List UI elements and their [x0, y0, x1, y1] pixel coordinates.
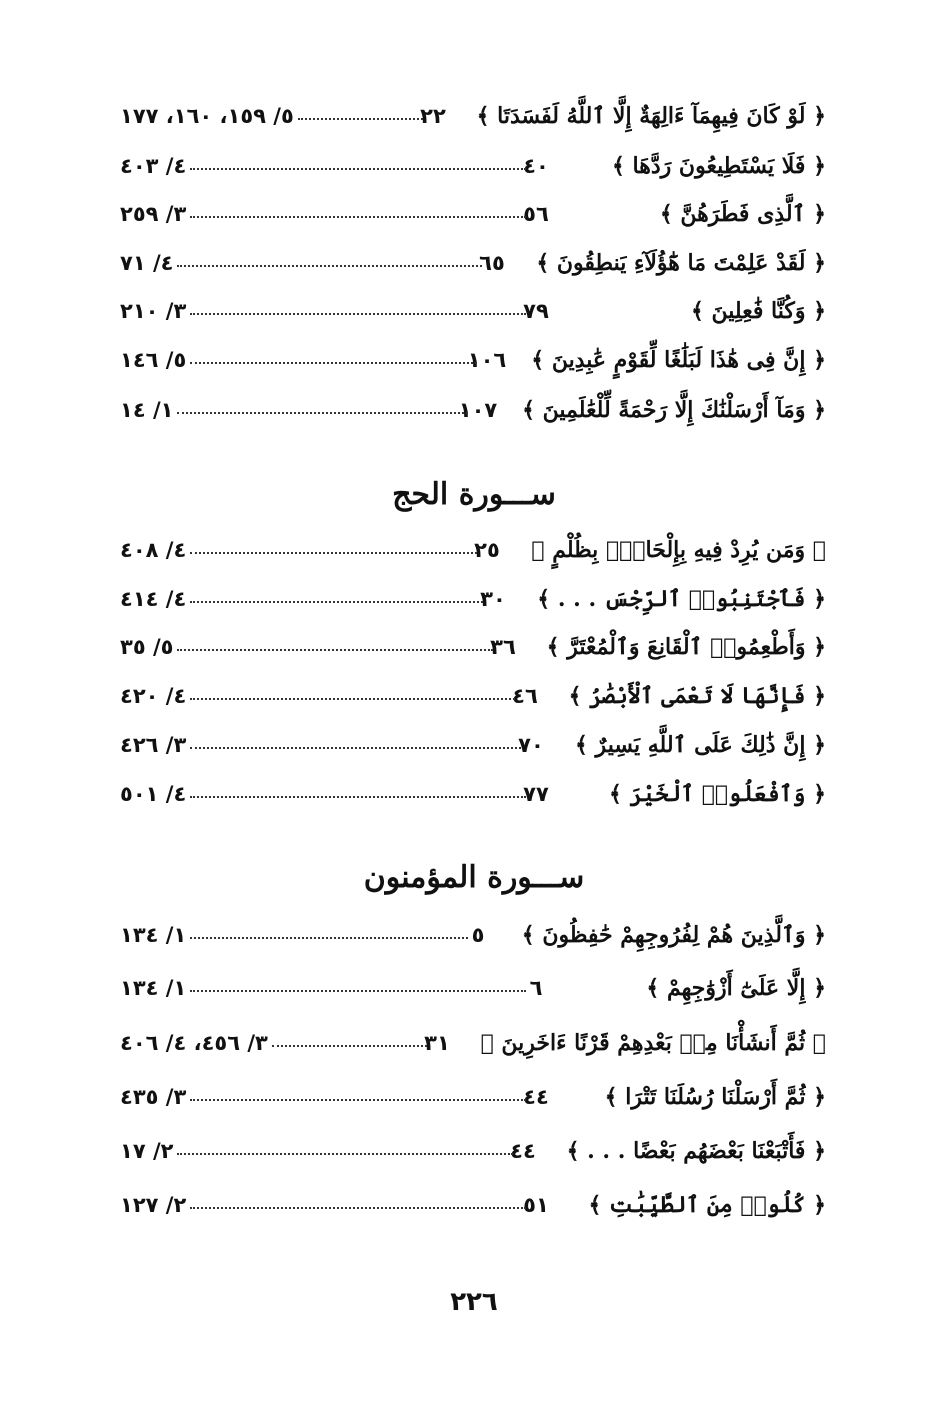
verse-entry [120, 243, 826, 283]
dot-leader [190, 796, 526, 798]
ayah-number: ٦ [529, 976, 543, 1000]
verse-text: ﴿ كُلُوا۟ مِنَ ٱلطَّيِّبَٰتِ ﴾ [588, 1192, 826, 1218]
verse-text: ﴿ وَكُنَّا فَٰعِلِينَ ﴾ [691, 298, 826, 324]
page-reference: ١/ ١٤ [120, 398, 174, 422]
verse-text: ﴿ ثُمَّ أَنشَأْنَا مِنۢ بَعْدِهِمْ قَرْنًا ءَاخَرِينَ ﴾ [480, 1030, 826, 1056]
ayah-number: ٥ [471, 923, 485, 947]
dot-leader [298, 118, 423, 120]
verse-text: ﴿ فَلَا يَسْتَطِيعُونَ رَدَّهَا ﴾ [612, 153, 826, 179]
verse-entry [120, 1185, 826, 1225]
verse-entry [120, 194, 826, 234]
ayah-number: ٤٦ [512, 684, 538, 708]
dot-leader [190, 362, 477, 364]
verse-entry [120, 774, 826, 814]
verse-text: ﴿ لَوْ كَانَ فِيهِمَآ ءَالِهَةٌ إِلَّا ٱللَّهُ لَفَسَدَتَا ﴾ [476, 103, 826, 129]
page-reference: ٣/ ٤٥٦، ٤/ ٤٠٦ [120, 1031, 268, 1055]
dot-leader [177, 649, 493, 651]
dot-leader [177, 265, 482, 267]
dot-leader [190, 313, 526, 315]
page-reference: ١/ ١٣٤ [120, 923, 187, 947]
page-reference: ٣/ ٢١٠ [120, 299, 187, 323]
dot-leader [190, 1099, 526, 1101]
verse-entry [120, 1131, 826, 1171]
ayah-number: ٧٩ [523, 299, 549, 323]
verse-text: ﴿ وَمَن يُرِدْ فِيهِ بِإِلْحَادٍۭ بِظُلْمٍ ﴾ [531, 537, 826, 563]
ayah-number: ٢٢ [420, 104, 446, 128]
ayah-number: ٣٦ [490, 635, 516, 659]
page-reference: ٥/ ١٥٩، ١٦٠، ١٧٧ [120, 104, 294, 128]
dot-leader [190, 1207, 526, 1209]
dot-leader [190, 747, 521, 749]
page-reference: ٤/ ٤٠٨ [120, 538, 187, 562]
verse-text: ﴿ لَقَدْ عَلِمْتَ مَا هَٰٓؤُلَآءِ يَنطِقُونَ ﴾ [536, 250, 826, 276]
dot-leader [177, 412, 468, 414]
verse-entry [120, 915, 826, 955]
ayah-number: ٧٧ [523, 782, 549, 806]
page-reference: ٣/ ٤٢٦ [120, 733, 187, 757]
ayah-number: ٣١ [424, 1031, 450, 1055]
verse-text: ﴿ ثُمَّ أَرْسَلْنَا رُسُلَنَا تَتْرَا ﴾ [604, 1084, 826, 1110]
page-reference: ٤/ ٥٠١ [120, 782, 187, 806]
ayah-number: ٥٦ [523, 202, 549, 226]
surah-title: ســـورة المؤمنون [363, 860, 585, 895]
verse-entry [120, 146, 826, 186]
page-reference: ٣/ ٤٣٥ [120, 1085, 187, 1109]
verse-entry [120, 390, 826, 430]
ayah-number: ١٠٦ [467, 348, 507, 372]
verse-text: ﴿ إِلَّا عَلَىٰٓ أَزْوَٰجِهِمْ ﴾ [646, 975, 826, 1001]
verse-text: ﴿ وَٱلَّذِينَ هُمْ لِفُرُوجِهِمْ حَٰفِظُونَ ﴾ [521, 922, 826, 948]
verse-entry [120, 725, 826, 765]
verse-entry [120, 579, 826, 619]
page-reference: ٥/ ١٤٦ [120, 348, 187, 372]
ayah-number: ٧٠ [518, 733, 544, 757]
dot-leader [190, 216, 526, 218]
verse-entry [120, 96, 826, 136]
verse-entry [120, 968, 826, 1008]
verse-text: ﴿ فَٱجْتَنِبُوا۟ ٱلرِّجْسَ . . . ﴾ [537, 586, 826, 612]
ayah-number: ٣٠ [480, 587, 506, 611]
page-reference: ٢/ ١٧ [120, 1139, 174, 1163]
page-number: ٢٢٦ [450, 1287, 498, 1317]
verse-entry [120, 291, 826, 331]
page-reference: ٤/ ٤٠٣ [120, 154, 187, 178]
surah-title: ســـورة الحج [392, 477, 556, 512]
dot-leader [190, 937, 468, 939]
verse-text: ﴿ إِنَّ فِى هَٰذَا لَبَلَٰغًا لِّقَوْمٍ عَٰبِدِينَ ﴾ [531, 347, 826, 373]
verse-entry [120, 530, 826, 570]
dot-leader [190, 698, 515, 700]
dot-leader [177, 1153, 513, 1155]
page-reference: ٤/ ٤١٤ [120, 587, 187, 611]
ayah-number: ٤٤ [510, 1139, 536, 1163]
dot-leader [190, 601, 483, 603]
page-reference: ٤/ ٧١ [120, 251, 174, 275]
verse-text: ﴿ وَٱفْعَلُوا۟ ٱلْخَيْرَ ﴾ [609, 781, 826, 807]
ayah-number: ١٠٧ [458, 398, 498, 422]
page-reference: ٢/ ١٢٧ [120, 1193, 187, 1217]
page-reference: ١/ ١٣٤ [120, 976, 187, 1000]
verse-text: ﴿ ٱلَّذِى فَطَرَهُنَّ ﴾ [659, 201, 826, 227]
ayah-number: ٢٥ [474, 538, 500, 562]
dot-leader [190, 168, 526, 170]
verse-text: ﴿ وَمَآ أَرْسَلْنَٰكَ إِلَّا رَحْمَةً لِّلْعَٰلَمِينَ ﴾ [522, 397, 826, 423]
ayah-number: ٤٤ [523, 1085, 549, 1109]
verse-text: ﴿ فَأَتْبَعْنَا بَعْضَهُم بَعْضًا . . . ﴾ [566, 1138, 826, 1164]
verse-text: ﴿ وَأَطْعِمُوا۟ ٱلْقَانِعَ وَٱلْمُعْتَرَّ ﴾ [546, 634, 826, 660]
page-reference: ٣/ ٢٥٩ [120, 202, 187, 226]
dot-leader [190, 990, 526, 992]
verse-text: ﴿ إِنَّ ذَٰلِكَ عَلَى ٱللَّهِ يَسِيرٌ ﴾ [575, 732, 826, 758]
ayah-number: ٦٥ [479, 251, 505, 275]
verse-entry [120, 627, 826, 667]
dot-leader [272, 1045, 427, 1047]
dot-leader [190, 552, 477, 554]
ayah-number: ٤٠ [523, 154, 549, 178]
page-reference: ٥/ ٣٥ [120, 635, 174, 659]
verse-entry [120, 676, 826, 716]
verse-text: ﴿ فَإِنَّهَا لَا تَعْمَى ٱلْأَبْصَٰرُ ﴾ [568, 683, 826, 709]
verse-entry [120, 1023, 826, 1063]
ayah-number: ٥١ [523, 1193, 549, 1217]
verse-entry [120, 1077, 826, 1117]
page-reference: ٤/ ٤٢٠ [120, 684, 187, 708]
verse-entry [120, 340, 826, 380]
